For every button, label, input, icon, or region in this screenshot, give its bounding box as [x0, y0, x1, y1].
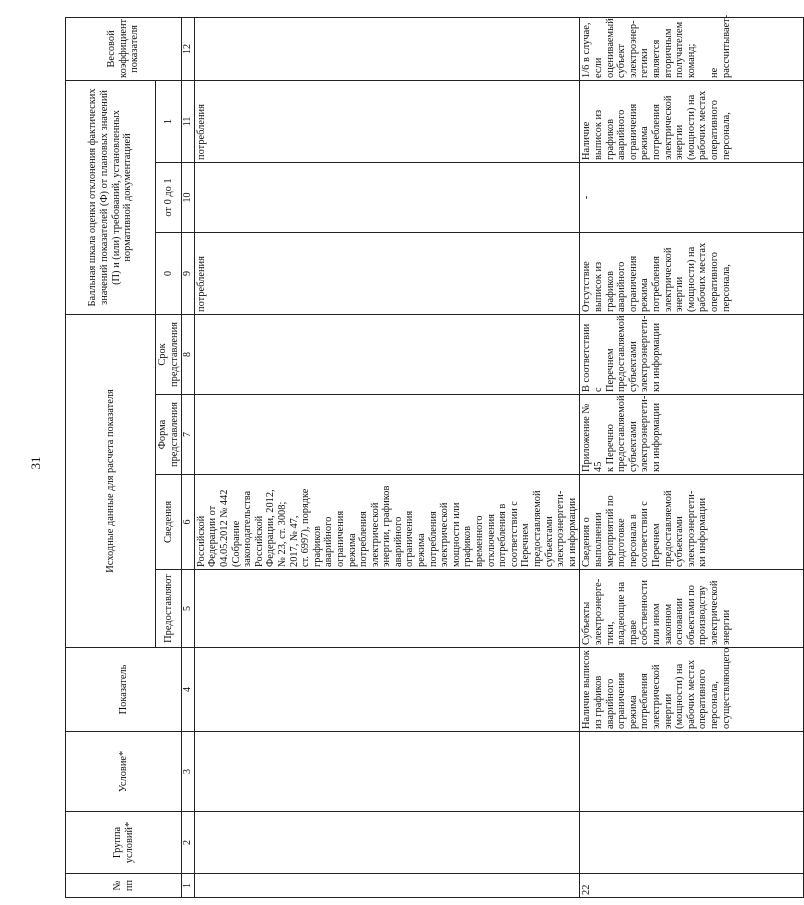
column-number: 5	[182, 570, 195, 648]
header-col-8: Срок представления	[156, 314, 182, 394]
cell-info: Сведения о выполнении мероприятий по подготовке персонала в соответствии с Перечнем предоставляемой субъектами электроэнергети- ки информации	[580, 475, 804, 570]
cell-form: Приложение № 45 к Перечню предоставляемой субъектами электроэнергети- ки информации	[580, 395, 804, 475]
cell-provider: Субъекты электроэнерге- тики, владеющие на праве собственности или ином законном основании объектами по производству электрической энергии	[580, 570, 804, 648]
cell-form	[194, 395, 580, 475]
cell-deadline	[194, 314, 580, 394]
column-number: 10	[182, 162, 195, 232]
cell-score-0-1	[194, 162, 580, 232]
cell-number	[194, 874, 580, 898]
cell-group	[580, 812, 804, 874]
cell-score-0-1: -	[580, 162, 804, 232]
cell-weight	[194, 17, 580, 80]
column-number-row	[182, 17, 195, 897]
header-col-4: Показатель	[66, 648, 182, 732]
cell-number: 22	[580, 874, 804, 898]
header-col-3: Условие*	[66, 732, 182, 812]
cell-score-1: Наличие выписок из графиков аварийного ограничения режима потребления электрической энергии (мощности) на рабочих местах оперативного персонала,	[580, 80, 804, 162]
header-row-1	[66, 17, 156, 897]
table-row	[194, 17, 580, 897]
header-col-9: 0	[156, 232, 182, 314]
header-col-1: № пп	[66, 874, 182, 898]
cell-group	[194, 812, 580, 874]
cell-indicator: Наличие выписок из графиков аварийного ограничения режима потребления электрической энергии (мощности) на рабочих местах оперативного персонала, осуществляющего	[580, 648, 804, 732]
cell-deadline: В соответствии с Перечнем предоставляемой субъектами электроэнергети- ки информации	[580, 314, 804, 394]
column-number: 1	[182, 874, 195, 898]
column-number: 4	[182, 648, 195, 732]
page-number: 31	[28, 456, 43, 470]
cell-info: Российской Федерации от 04.05.2012 № 442 (Собрание законодательства Российской Федерации, 2012, № 23, ст. 3008; 2017, № 47, ст. 6997), порядке графиков аварийного ограничения режима потребления электрической энергии, графиков аварийного ограничения режима потребления электрической мощности или графиков временного отключения потребления в соответствии с Перечнем предоставляемой субъектами электроэнергети- ки информации	[194, 475, 580, 570]
column-number: 7	[182, 395, 195, 475]
column-number: 8	[182, 314, 195, 394]
column-number: 3	[182, 732, 195, 812]
table-row	[580, 17, 804, 897]
rotated-table-container	[65, 14, 732, 898]
column-number: 12	[182, 17, 195, 80]
column-number: 2	[182, 812, 195, 874]
cell-indicator	[194, 648, 580, 732]
criteria-table	[65, 14, 804, 898]
cell-provider	[194, 570, 580, 648]
header-scale-group: Балльная шкала оценки отклонения фактических значений показателей (Ф) от плановых значений (П) и (или) требований, установленных нормативной документацией	[66, 80, 156, 314]
header-col-10: от 0 до 1	[156, 162, 182, 232]
header-col-12: Весовой коэффициент показателя	[66, 17, 182, 80]
header-col-6: Сведения	[156, 475, 182, 570]
column-number: 11	[182, 80, 195, 162]
cell-condition	[194, 732, 580, 812]
cell-weight: 1/6 в случае, если оцениваемый субъект электроэнер- гетики является вторичным получателем команд; не рассчитывает-	[580, 17, 804, 80]
cell-score-0: потребления	[194, 232, 580, 314]
header-source-group: Исходные данные для расчета показателя	[66, 314, 156, 647]
header-col-11: 1	[156, 80, 182, 162]
cell-score-1: потребления	[194, 80, 580, 162]
header-col-5: Предоставляют	[156, 570, 182, 648]
header-col-2: Группа условий*	[66, 812, 182, 874]
cell-condition	[580, 732, 804, 812]
cell-score-0: Отсутствие выписок из графиков аварийного ограничения режима потребления электрической энергии (мощности) на рабочих местах оперативного персонала,	[580, 232, 804, 314]
header-col-7: Форма представления	[156, 395, 182, 475]
column-number: 9	[182, 232, 195, 314]
column-number: 6	[182, 475, 195, 570]
